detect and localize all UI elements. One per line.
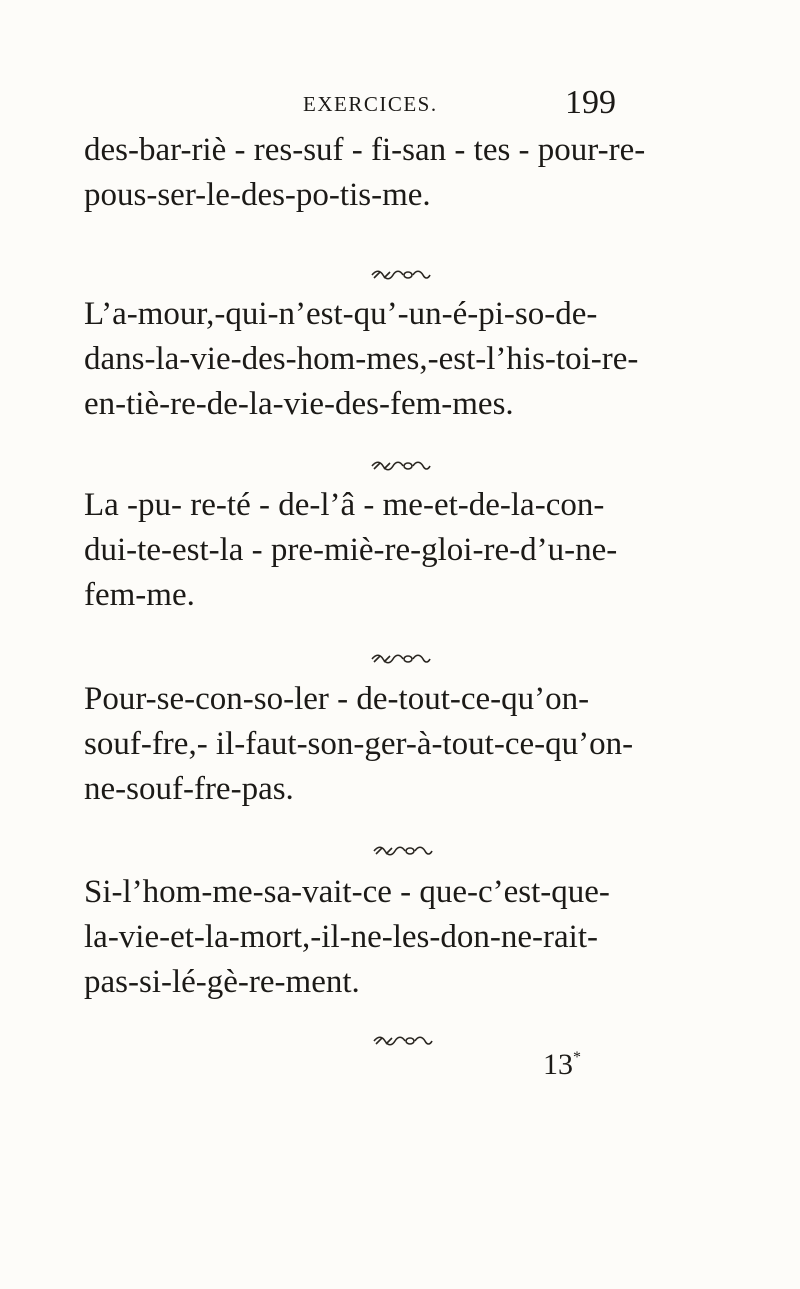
running-header (0, 84, 800, 124)
text-line: des-bar-riè - res-suf - fi-san - tes - pour-re- (84, 132, 646, 168)
text-line: souf-fre,- il-faut-son-ger-à-tout-ce-qu’on- (84, 726, 634, 762)
text-line: L’a-mour,-qui-n’est-qu’-un-é-pi-so-de- (84, 296, 598, 332)
ornament-divider-icon (370, 653, 432, 665)
paragraph-2 (84, 292, 724, 427)
signature-asterisk: * (573, 1049, 581, 1066)
text-line: fem-me. (84, 577, 195, 613)
text-line: Si-l’hom-me-sa-vait-ce - que-c’est-que- (84, 874, 610, 910)
signature-mark (543, 1048, 581, 1082)
paragraph-1 (84, 128, 724, 218)
ornament-divider-icon (370, 460, 432, 472)
text-line: en-tiè-re-de-la-vie-des-fem-mes. (84, 386, 514, 422)
text-line: pous-ser-le-des-po-tis-me. (84, 177, 431, 213)
paragraph-5 (84, 870, 724, 1005)
paragraph-4 (84, 677, 724, 812)
ornament-divider-icon (372, 845, 434, 857)
text-line: dans-la-vie-des-hom-mes,-est-l’his-toi-re- (84, 341, 639, 377)
ornament-divider-icon (370, 269, 432, 281)
ornament-divider-icon (372, 1035, 434, 1047)
paragraph-3 (84, 483, 724, 618)
header-title: EXERCICES. (303, 92, 438, 116)
text-line: dui-te-est-la - pre-miè-re-gloi-re-d’u-ne- (84, 532, 618, 568)
text-line: pas-si-lé-gè-re-ment. (84, 964, 360, 1000)
text-line: ne-souf-fre-pas. (84, 771, 294, 807)
text-line: Pour-se-con-so-ler - de-tout-ce-qu’on- (84, 681, 590, 717)
text-line: La -pu- re-té - de-l’â - me-et-de-la-con- (84, 487, 605, 523)
text-line: la-vie-et-la-mort,-il-ne-les-don-ne-rait- (84, 919, 598, 955)
signature-number: 13 (543, 1048, 573, 1081)
page-number: 199 (565, 84, 616, 121)
